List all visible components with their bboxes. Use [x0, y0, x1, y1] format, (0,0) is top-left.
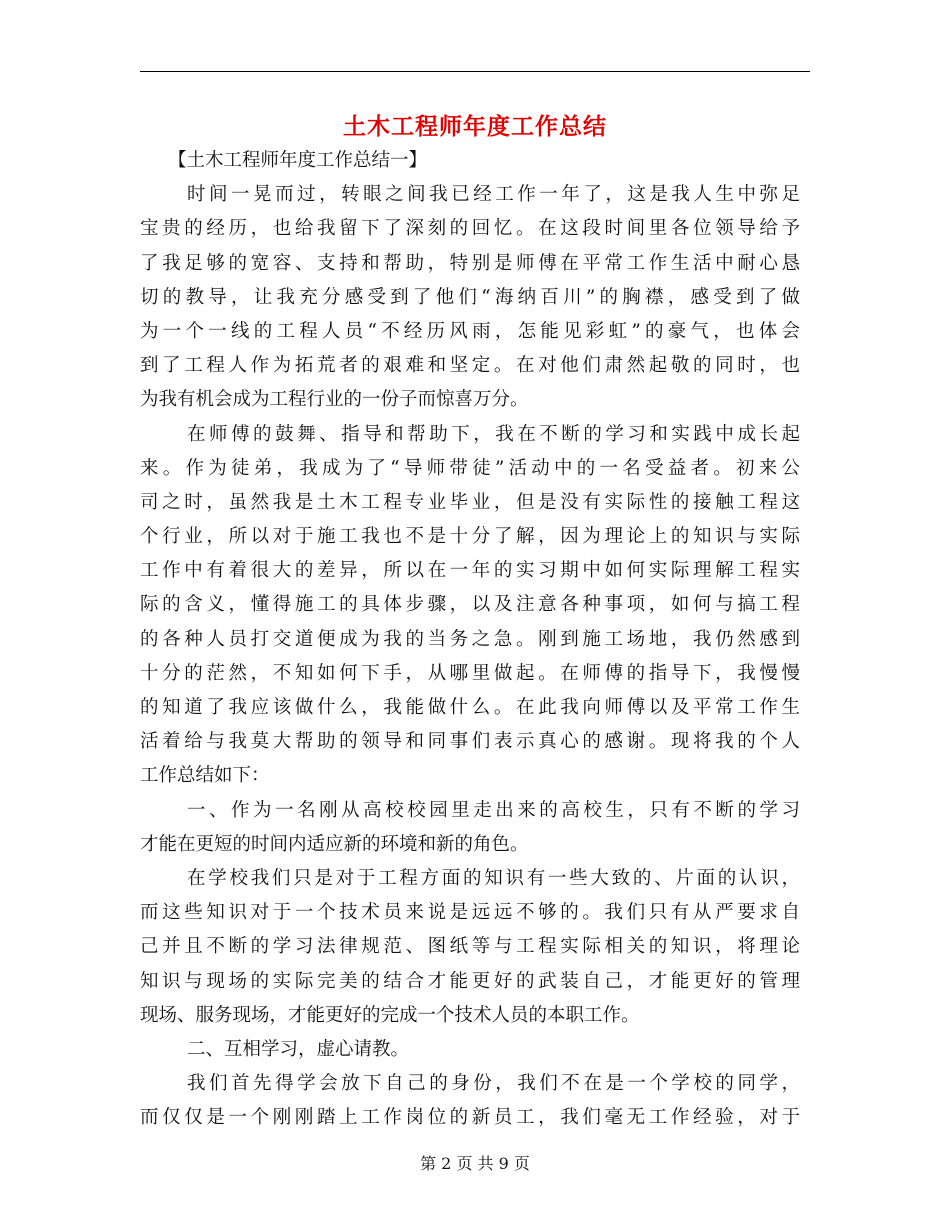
paragraph-line: 司之时，虽然我是土木工程专业毕业，但是没有实际性的接触工程这	[140, 491, 800, 513]
paragraph-line: 我们首先得学会放下自己的身份，我们不在是一个学校的同学，	[187, 1073, 800, 1095]
paragraph-line: 切的教导，让我充分感受到了他们“海纳百川”的胸襟，感受到了做	[140, 286, 800, 308]
paragraph-line: 的各种人员打交道便成为我的当务之急。刚到施工场地，我仍然感到	[140, 628, 800, 650]
paragraph-line: 为我有机会成为工程行业的一份子而惊喜万分。	[140, 389, 529, 411]
paragraph-line: 来。作为徒弟，我成为了“导师带徒”活动中的一名受益者。初来公	[140, 457, 800, 479]
header-rule	[140, 71, 810, 72]
paragraph-line: 在学校我们只是对于工程方面的知识有一些大致的、片面的认识，	[187, 867, 800, 889]
paragraph-line: 在师傅的鼓舞、指导和帮助下，我在不断的学习和实践中成长起	[187, 423, 800, 445]
paragraph-line: 际的含义，懂得施工的具体步骤，以及注意各种事项，如何与搞工程	[140, 594, 800, 616]
document-body	[140, 144, 800, 1135]
paragraph-line: 时间一晃而过，转眼之间我已经工作一年了，这是我人生中弥足	[187, 184, 800, 206]
paragraph-line: 到了工程人作为拓荒者的艰难和坚定。在对他们肃然起敬的同时，也	[140, 355, 800, 377]
paragraph-line: 而仅仅是一个刚刚踏上工作岗位的新员工，我们毫无工作经验，对于	[140, 1107, 800, 1129]
paragraph-line: 而这些知识对于一个技术员来说是远远不够的。我们只有从严要求自	[140, 902, 800, 924]
section-heading: 【土木工程师年度工作总结一】	[168, 150, 428, 171]
paragraph-line: 宝贵的经历，也给我留下了深刻的回忆。在这段时间里各位领导给予	[140, 218, 800, 240]
paragraph-line: 才能在更短的时间内适应新的环境和新的角色。	[140, 833, 529, 855]
paragraph-line: 为一个一线的工程人员“不经历风雨，怎能见彩虹”的豪气，也体会	[140, 320, 800, 342]
paragraph-line: 工作总结如下：	[140, 765, 270, 787]
paragraph-line: 个行业，所以对于施工我也不是十分了解，因为理论上的知识与实际	[140, 526, 800, 548]
paragraph-line: 了我足够的宽容、支持和帮助，特别是师傅在平常工作生活中耐心恳	[140, 252, 800, 274]
paragraph-line: 己并且不断的学习法律规范、图纸等与工程实际相关的知识，将理论	[140, 936, 800, 958]
paragraph-line: 工作中有着很大的差异，所以在一年的实习期中如何实际理解工程实	[140, 560, 800, 582]
paragraph-line: 知识与现场的实际完美的结合才能更好的武装自己，才能更好的管理	[140, 970, 800, 992]
document-title: 土木工程师年度工作总结	[343, 113, 607, 140]
paragraph-line: 二、互相学习，虚心请教。	[187, 1038, 410, 1060]
paragraph-line: 现场、服务现场，才能更好的完成一个技术人员的本职工作。	[140, 1004, 640, 1026]
paragraph-line: 活着给与我莫大帮助的领导和同事们表示真心的感谢。现将我的个人	[140, 731, 800, 753]
paragraph-line: 十分的茫然，不知如何下手，从哪里做起。在师傅的指导下，我慢慢	[140, 662, 800, 684]
paragraph-line: 一、作为一名刚从高校校园里走出来的高校生，只有不断的学习	[187, 799, 800, 821]
paragraph-line: 的知道了我应该做什么，我能做什么。在此我向师傅以及平常工作生	[140, 697, 800, 718]
page-number-footer: 第 2 页 共 9 页	[420, 1154, 530, 1173]
